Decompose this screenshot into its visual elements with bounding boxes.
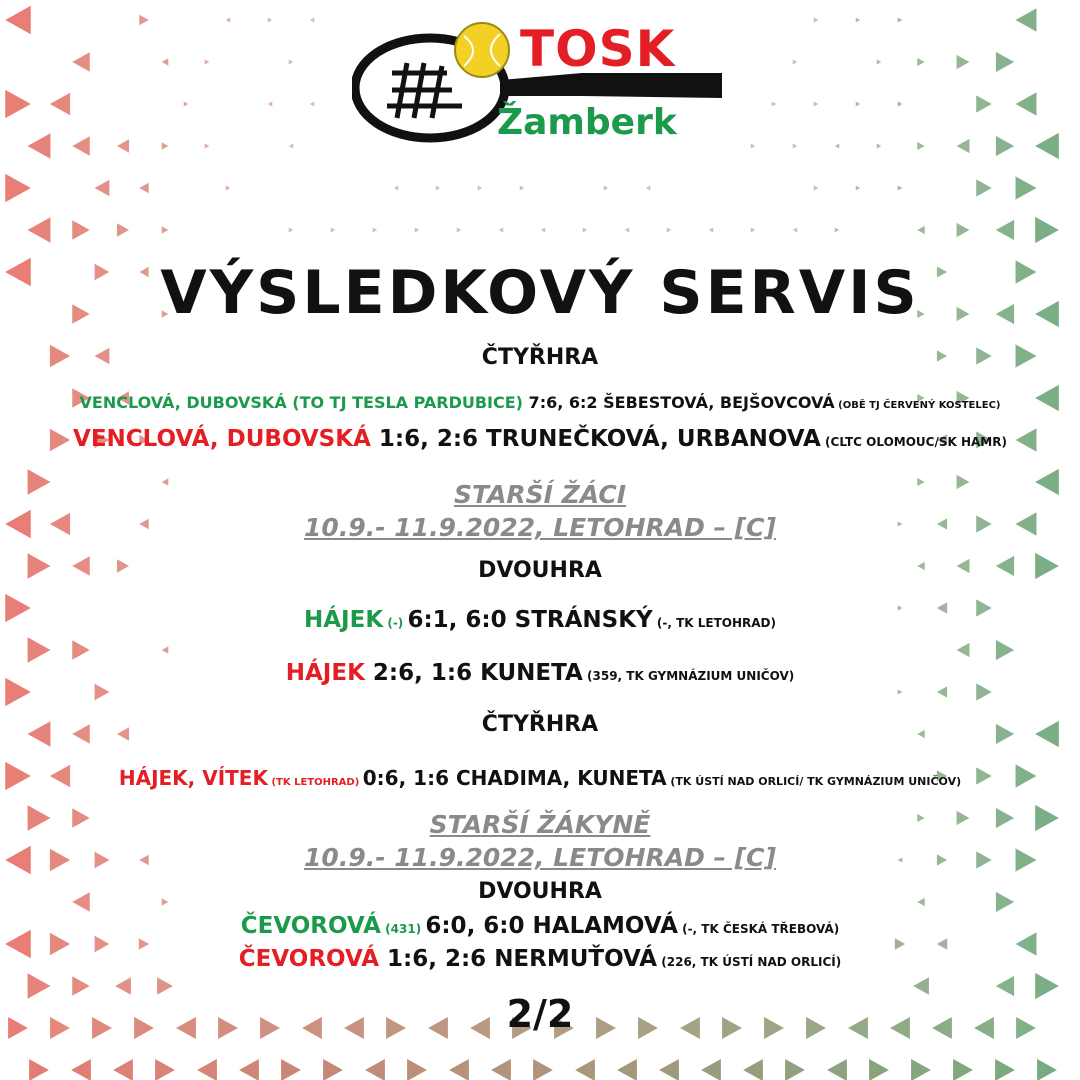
team-b: ŠEBESTOVÁ, BEJŠOVCOVÁ: [603, 393, 835, 412]
team-b-note: (CLTC OLOMOUC/SK HAMR): [820, 435, 1007, 449]
tosk-zamberk-logo: [352, 18, 724, 148]
section-heading-doubles: ČTYŘHRA: [481, 712, 599, 737]
match-result-row: [0, 946, 1080, 972]
match-result-row: [0, 393, 1080, 412]
team-b-note: (OBĚ TJ ČERVENÝ KOSTELEC): [834, 400, 1001, 411]
score: 2:6, 1:6: [364, 660, 481, 686]
section-heading-singles: DVOUHRA: [478, 558, 602, 583]
team-a: VENCLOVÁ, DUBOVSKÁ (TO TJ TESLA PARDUBICE): [79, 393, 523, 412]
player-b: HALAMOVÁ: [532, 913, 678, 939]
section-heading-doubles: ČTYŘHRA: [481, 345, 599, 370]
event-date-location: 10.9.- 11.9.2022, LETOHRAD – [C]: [304, 843, 776, 872]
score: 1:6, 2:6: [370, 426, 487, 452]
category-title: STARŠÍ ŽÁCI: [453, 480, 627, 509]
player-a: HÁJEK: [285, 660, 365, 686]
score: 6:0, 6:0: [425, 913, 533, 939]
player-b-note: (-, TK ČESKÁ TŘEBOVÁ): [677, 922, 840, 936]
player-a: ČEVOROVÁ: [238, 946, 380, 972]
player-b: KUNETA: [480, 660, 583, 686]
team-b-note: (TK ÚSTÍ NAD ORLICÍ/ TK GYMNÁZIUM UNIČOV): [666, 775, 962, 788]
page-indicator: 2/2: [506, 992, 574, 1036]
event-date-location: 10.9.- 11.9.2022, LETOHRAD – [C]: [304, 513, 776, 542]
team-a: VENCLOVÁ, DUBOVSKÁ: [73, 426, 371, 452]
player-b: STRÁNSKÝ: [514, 607, 653, 633]
match-result-row: [0, 766, 1080, 790]
team-a-note: (TK LETOHRAD): [267, 777, 363, 788]
score: 7:6, 6:2: [522, 393, 604, 412]
category-title: STARŠÍ ŽÁKYNĚ: [429, 810, 651, 839]
logo-name-top: TOSK: [520, 20, 676, 78]
match-result-row: [0, 607, 1080, 633]
match-result-row: [0, 913, 1080, 939]
match-result-row: [0, 426, 1080, 452]
match-result-row: [0, 660, 1080, 686]
team-b: CHADIMA, KUNETA: [455, 766, 667, 790]
team-a: HÁJEK, VÍTEK: [118, 766, 268, 790]
player-a: ČEVOROVÁ: [240, 913, 381, 939]
section-heading-singles: DVOUHRA: [478, 879, 602, 904]
logo-name-bottom: Žamberk: [497, 102, 677, 143]
player-b: NERMUŤOVÁ: [494, 946, 658, 972]
score: 1:6, 2:6: [379, 946, 495, 972]
player-b-note: (359, TK GYMNÁZIUM UNIČOV): [582, 669, 795, 683]
player-a-note: (-): [383, 616, 408, 630]
score: 0:6, 1:6: [362, 766, 456, 790]
player-a-note: (431): [380, 922, 426, 936]
page-title: VÝSLEDKOVÝ SERVIS: [160, 258, 920, 328]
player-b-note: (226, TK ÚSTÍ NAD ORLICÍ): [657, 955, 842, 969]
player-b-note: (-, TK LETOHRAD): [652, 616, 776, 630]
score: 6:1, 6:0: [407, 607, 515, 633]
player-a: HÁJEK: [304, 607, 384, 633]
team-b: TRUNEČKOVÁ, URBANOVA: [486, 426, 821, 452]
